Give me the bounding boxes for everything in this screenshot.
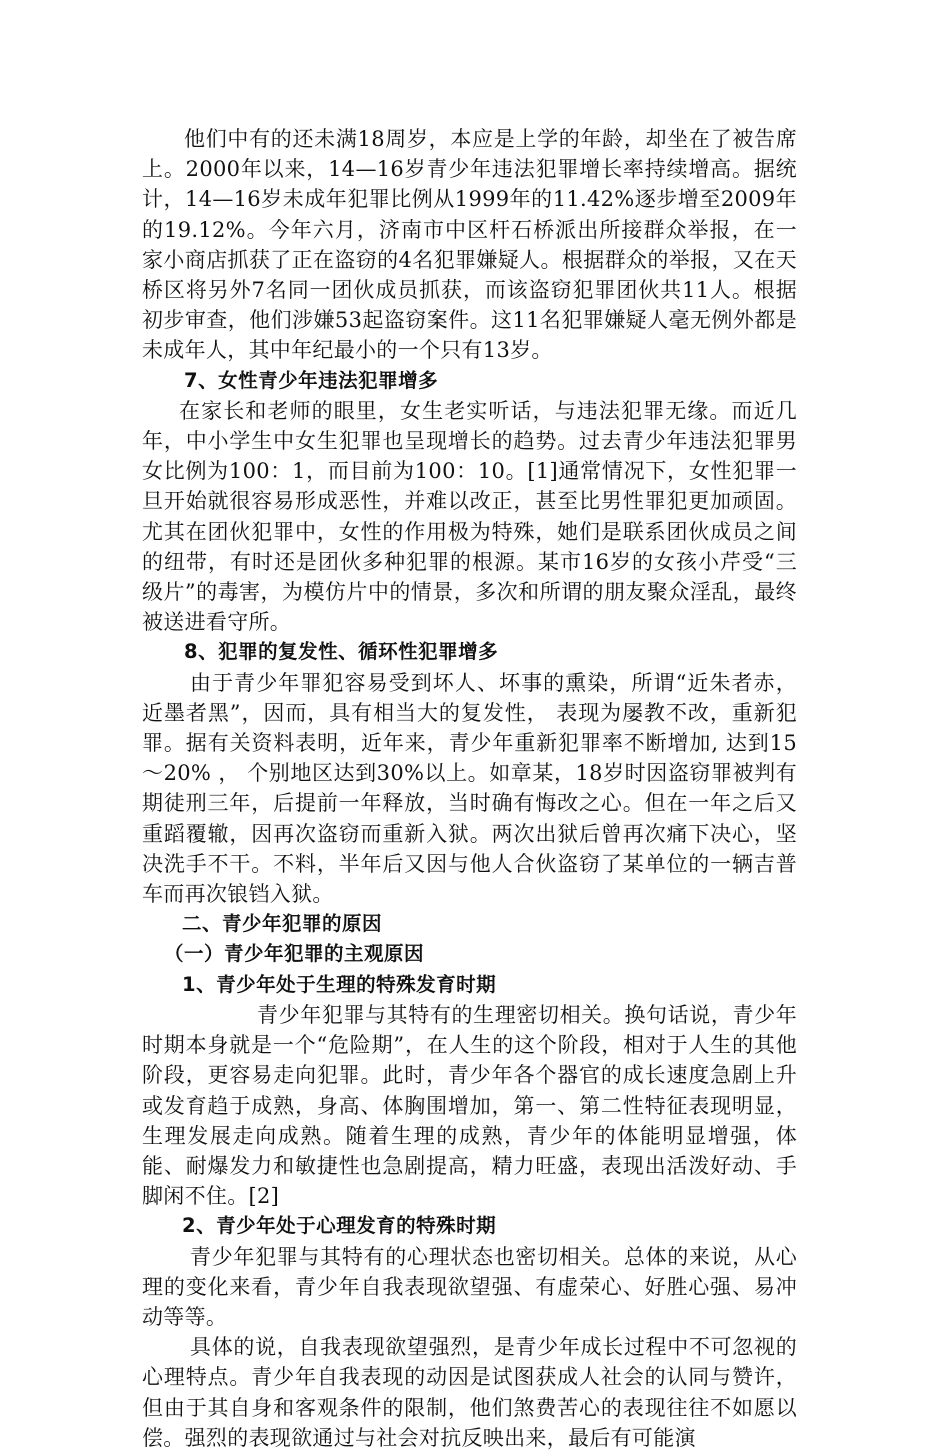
section-heading: 1、青少年处于生理的特殊发育时期: [182, 972, 497, 996]
body-paragraph: 青少年犯罪与其特有的心理状态也密切相关。总体的来说，从心理的变化来看，青少年自我表现欲望强、有虚荣心、好胜心强、易冲动等等。: [142, 1244, 797, 1329]
subchapter-heading: （一）青少年犯罪的主观原因: [164, 942, 425, 966]
body-paragraph: 具体的说，自我表现欲望强烈，是青少年成长过程中不可忽视的心理特点。青少年自我表现的动因是试图获成人社会的认同与赞许，但由于其自身和客观条件的限制，他们煞费苦心的表现往往不如愿以偿。强烈的表现欲通过与社会对抗反映出来，最后有可能演: [142, 1335, 797, 1450]
section-heading: 2、青少年处于心理发育的特殊时期: [182, 1214, 497, 1238]
document-page: [142, 124, 797, 1453]
body-paragraph: 青少年犯罪与其特有的生理密切相关。换句话说，青少年时期本身就是一个“危险期”，在人生的这个阶段，相对于人生的其他阶段，更容易走向犯罪。此时，青少年各个器官的成长速度急剧上升或发育趋于成熟，身高、体胸围增加，第一、第二性特征表现明显，生理发展走向成熟。随着生理的成熟，青少年的体能明显增强，体能、耐爆发力和敏捷性也急剧提高，精力旺盛，表现出活泼好动、手脚闲不住。[2]: [142, 1002, 797, 1209]
body-paragraph: 由于青少年罪犯容易受到坏人、坏事的熏染，所谓“近朱者赤，近墨者黑”，因而，具有相当大的复发性， 表现为屡教不改，重新犯罪。据有关资料表明，近年来，青少年重新犯罪率不断增加, 达到15～20% ， 个别地区达到30%以上。如章某，18岁时因盗窃罪被判有期徒刑三年，后提前一年释放，当时确有悔改之心。但在一年之后又重蹈覆辙，因再次盗窃而重新入狱。两次出狱后曾再次痛下决心，坚决洗手不干。不料，半年后又因与他人合伙盗窃了某单位的一辆吉普车而再次锒铛入狱。: [142, 670, 797, 907]
chapter-heading: 二、青少年犯罪的原因: [182, 912, 383, 936]
section-heading: 7、女性青少年违法犯罪增多: [184, 368, 439, 392]
body-paragraph: 他们中有的还未满18周岁，本应是上学的年龄，却坐在了被告席上。2000年以来，14—16岁青少年违法犯罪增长率持续增高。据统计，14—16岁未成年犯罪比例从1999年的11.42%逐步增至2009年的19.12%。今年六月，济南市中区杆石桥派出所接群众举报，在一家小商店抓获了正在盗窃的4名犯罪嫌疑人。根据群众的举报，又在天桥区将另外7名同一团伙成员抓获，而该盗窃犯罪团伙共11人。根据初步审查，他们涉嫌53起盗窃案件。这11名犯罪嫌疑人毫无例外都是未成年人，其中年纪最小的一个只有13岁。: [142, 127, 797, 363]
section-heading: 8、犯罪的复发性、循环性犯罪增多: [184, 640, 499, 664]
body-paragraph: 在家长和老师的眼里，女生老实听话，与违法犯罪无缘。而近几年，中小学生中女生犯罪也呈现增长的趋势。过去青少年违法犯罪男女比例为100：1，而目前为100：10。[1]通常情况下，女性犯罪一旦开始就很容易形成恶性，并难以改正，甚至比男性罪犯更加顽固。尤其在团伙犯罪中，女性的作用极为特殊，她们是联系团伙成员之间的纽带，有时还是团伙多种犯罪的根源。某市16岁的女孩小芹受“三级片”的毒害，为模仿片中的情景，多次和所谓的朋友聚众淫乱，最终被送进看守所。: [142, 398, 797, 635]
